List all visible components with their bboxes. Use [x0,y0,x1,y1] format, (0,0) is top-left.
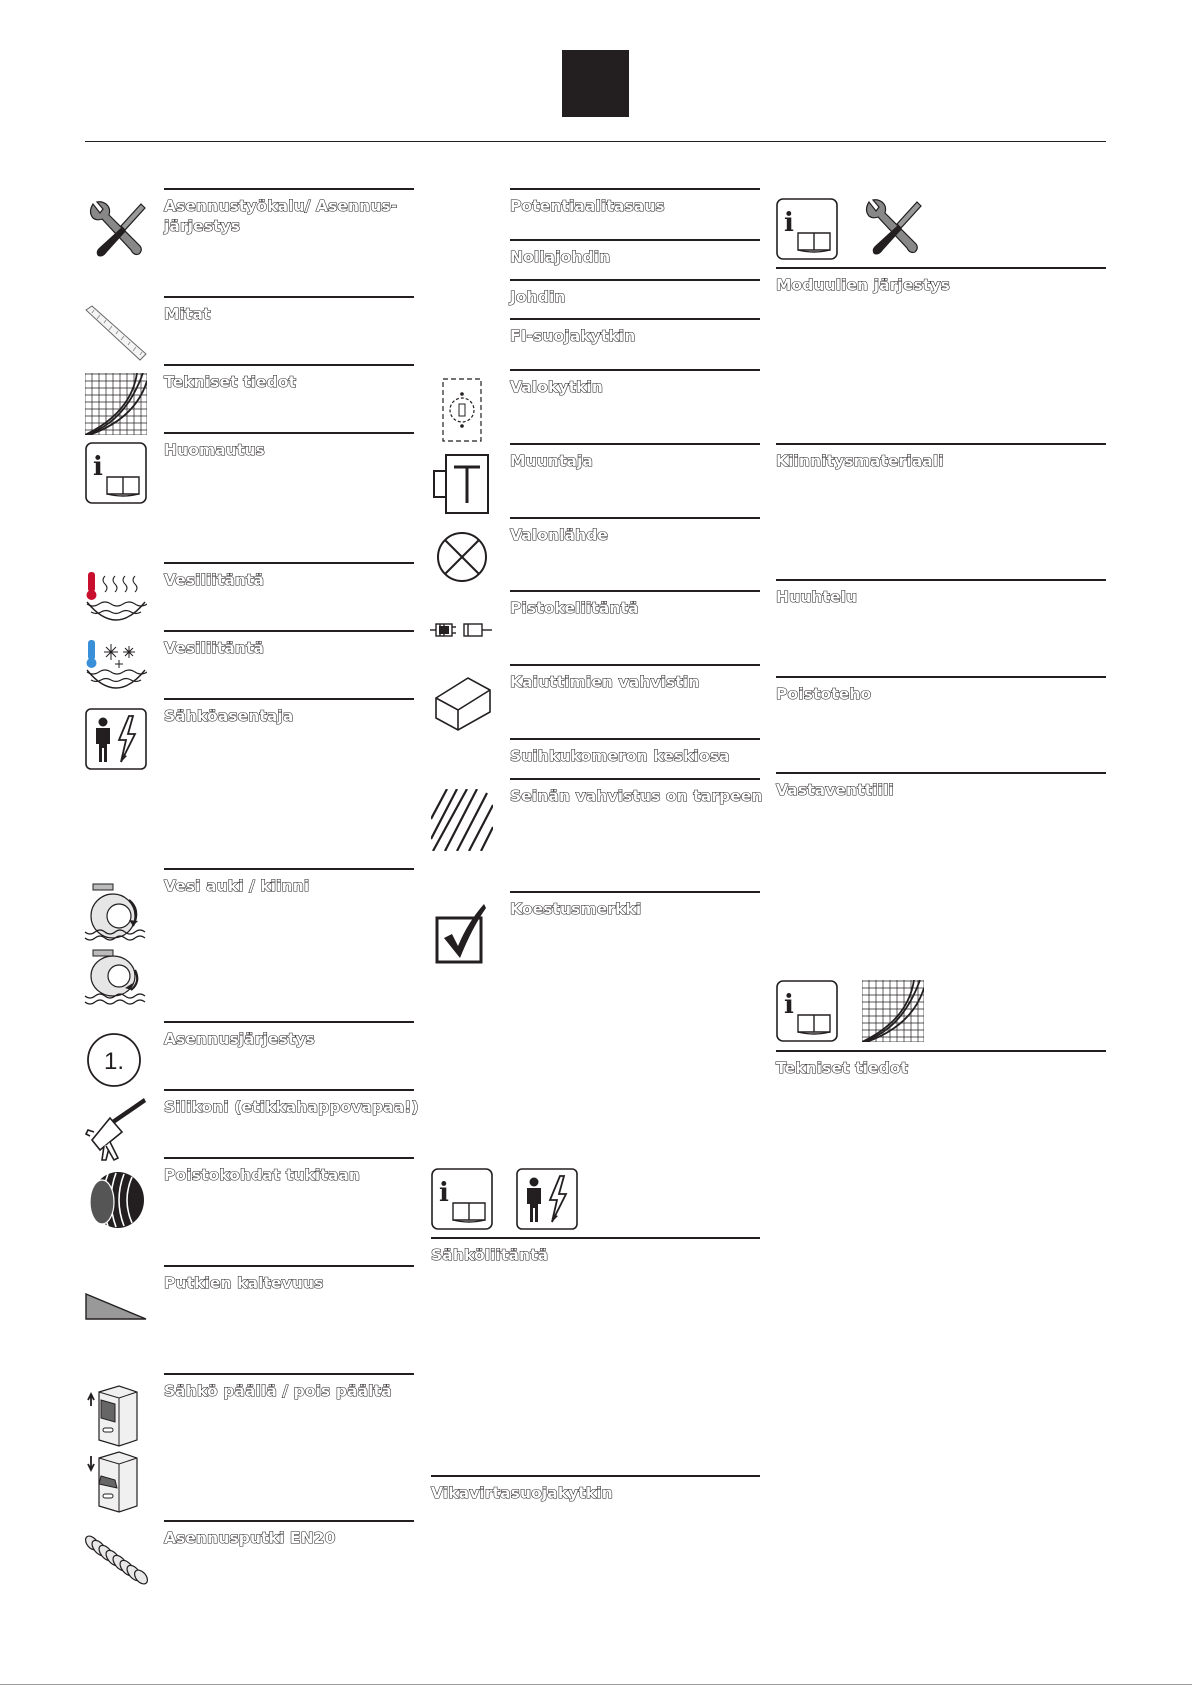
divider [510,891,760,893]
label-drain-capacity: Poistoteho [776,685,872,703]
checkmark-icon [434,900,490,966]
header-divider [85,141,1106,142]
step-number-text: 1. [103,1048,125,1075]
svg-text:i: i [439,1178,449,1208]
label-electric-connection: Sähköliitäntä [431,1246,549,1264]
divider [164,1157,414,1159]
label-technical-data: Tekniset tiedot [164,373,297,391]
divider [510,517,760,519]
label-dimensions: Mitat [164,305,211,323]
ruler-icon [84,304,148,362]
divider [776,676,1106,678]
silicone-gun-icon [84,1096,148,1162]
divider [510,590,760,592]
label-water-valve: Vesi auki / kiinni [164,877,310,895]
slope-icon [85,1293,147,1321]
divider [776,1050,1106,1052]
label-plug-outlets: Poistokohdat tukitaan [164,1166,361,1184]
divider [164,364,414,366]
graph-chart-icon [862,980,924,1042]
divider [510,318,760,320]
divider [164,188,414,190]
electrician-icon [516,1168,578,1230]
label-pipe-slope: Putkien kaltevuus [164,1274,324,1292]
label-water-cold: Vesiliitäntä [164,639,265,657]
label-fi-switch: FI-suojakytkin [510,327,636,345]
divider [164,1265,414,1267]
step-number-icon [86,1032,142,1088]
wrench-screwdriver-icon [861,196,925,262]
wall-hatch-icon [431,789,493,851]
info-book-icon [776,980,838,1042]
amplifier-box-icon [434,676,492,732]
divider [164,868,414,870]
divider [164,1373,414,1375]
label-transformer: Muuntaja [510,452,593,470]
label-module-order: Moduulien järjestys [776,276,950,294]
divider [164,562,414,564]
plug-icon [84,1168,148,1232]
label-tool: Asennustyökalu/ Asennus- järjestys [164,197,398,235]
divider [776,443,1106,445]
label-test-mark: Koestusmerkki [510,900,642,918]
divider [510,778,760,780]
label-fixing-material: Kiinnitysmateriaali [776,452,944,470]
label-electrician: Sähköasentaja [164,707,294,725]
label-silicone: Silikoni (etikkahappovapaa!) [164,1098,419,1116]
divider [164,1089,414,1091]
divider [510,279,760,281]
label-conduit: Asennusputki EN20 [164,1529,336,1547]
light-source-icon [436,531,488,583]
section-tab [562,50,629,117]
divider [164,296,414,298]
label-light-source: Valonlähde [510,526,609,544]
divider [510,664,760,666]
label-rcd-switch: Vikavirtasuojakytkin [431,1484,613,1502]
cold-water-icon [85,638,147,700]
light-switch-icon [442,378,482,442]
divider [431,1237,760,1239]
wrench-screwdriver-icon [85,198,149,264]
divider [776,267,1106,269]
label-water-hot: Vesiliitäntä [164,571,265,589]
graph-chart-icon [85,373,147,435]
divider [776,579,1106,581]
info-book-icon [776,198,838,260]
label-technical-data-2: Tekniset tiedot [776,1059,909,1077]
label-power-on-off: Sähkö päällä / pois päältä [164,1382,392,1400]
label-flushing: Huuhtelu [776,588,858,606]
label-check-valve: Vastaventtiili [776,781,894,799]
divider [431,1475,760,1477]
label-neutral: Nollajohdin [510,248,611,266]
divider [510,369,760,371]
divider [164,698,414,700]
divider [510,443,760,445]
power-switch-icon [85,1384,141,1514]
label-conductor: Johdin [510,288,566,306]
label-install-order: Asennusjärjestys [164,1030,315,1048]
transformer-icon [432,453,490,515]
hot-water-icon [85,570,147,632]
plug-connector-icon [430,620,494,640]
divider [510,239,760,241]
divider [164,1021,414,1023]
label-note: Huomautus [164,441,265,459]
divider [510,188,760,190]
electrician-icon [85,708,147,770]
divider [164,630,414,632]
svg-text:i: i [784,990,794,1020]
label-plug-connection: Pistokeliitäntä [510,599,639,617]
divider [164,432,414,434]
svg-text:i: i [93,452,103,482]
info-book-icon [431,1168,493,1230]
label-light-switch: Valokytkin [510,378,604,396]
label-equipotential: Potentiaalitasaus [510,197,665,215]
divider [164,1520,414,1522]
svg-text:i: i [784,208,794,238]
valve-open-close-icon [83,880,147,1010]
label-wall-reinforcement: Seinän vahvistus on tarpeen [510,787,763,805]
divider [510,738,760,740]
divider [776,772,1106,774]
info-book-icon [85,442,147,504]
label-shower-center: Suihkukomeron keskiosa [510,747,730,765]
conduit-icon [84,1533,148,1585]
label-amplifier: Kaiuttimien vahvistin [510,673,700,691]
